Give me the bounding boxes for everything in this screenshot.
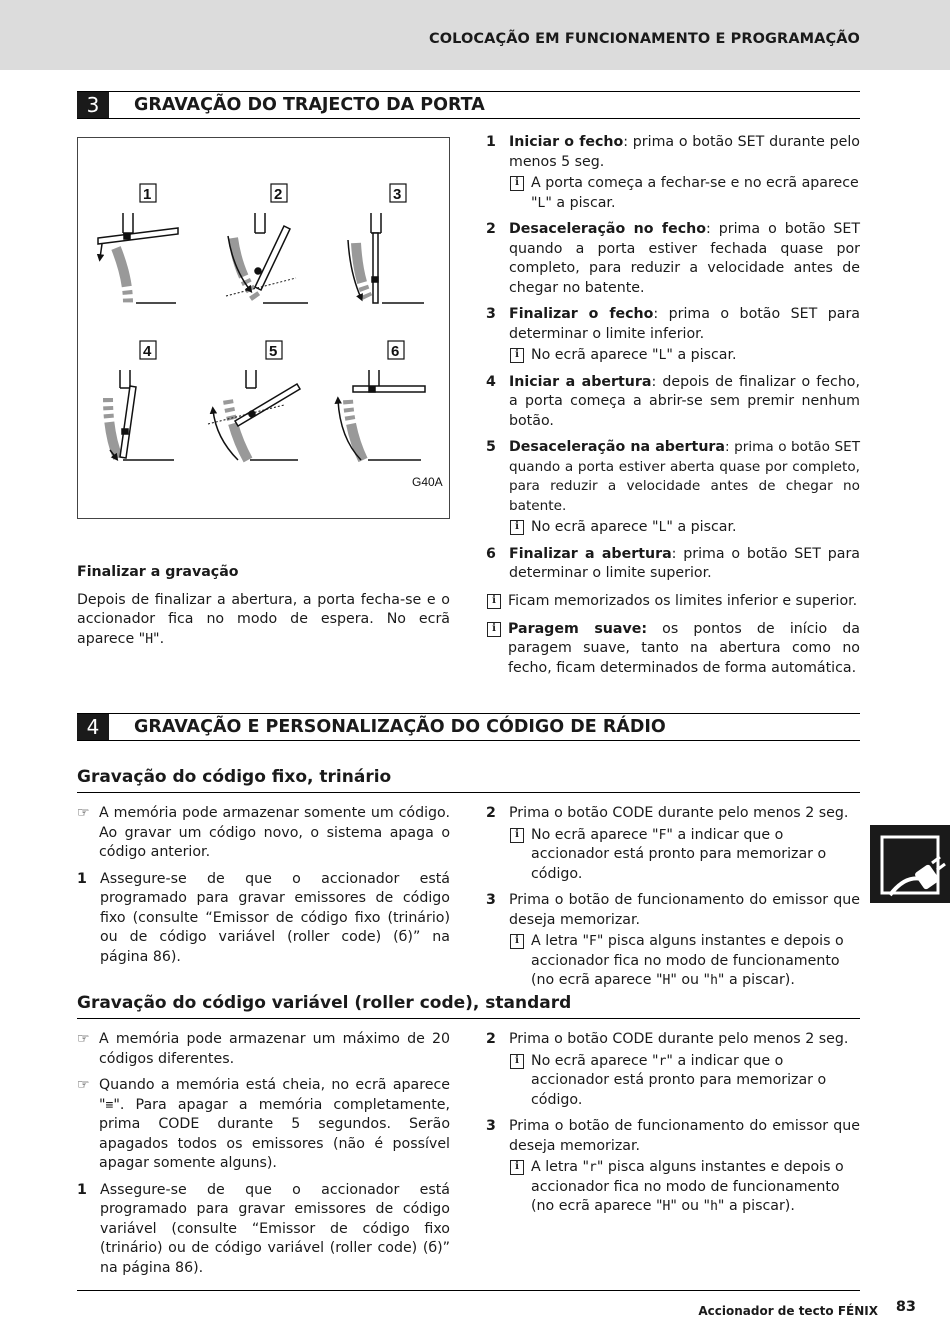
info-text: Ficam memorizados os limites inferior e superior. [508,593,858,609]
door-diagram [78,138,449,518]
section-title: GRAVAÇÃO DO TRAJECTO DA PORTA [134,95,485,115]
info-icon: i [510,1054,524,1069]
display-symbol: L [658,520,667,535]
finish-recording [77,563,450,649]
info-text: " a piscar). [717,1198,795,1214]
note-text: Quando a memória está cheia, no ecrã aparece " [99,1077,450,1113]
info-note [486,620,860,679]
info-note [509,518,860,538]
info-text: " a indicar que o accionador está pronto para memorizar o código. [531,826,827,882]
info-text: " pisca alguns instantes e depois o accionador fica no modo de funcionamento (no ecrã aparece " [531,1159,844,1214]
step-lead: Finalizar o fecho [509,306,654,322]
step-item [486,1117,860,1217]
step-text: Prima o botão CODE durante pelo menos 2 seg. [509,805,849,821]
roller-code-left [77,1030,450,1285]
pointing-hand-icon: ☞ [77,805,90,821]
display-symbol: L [537,195,546,211]
step-number: 6 [486,545,496,562]
info-text: A letra " [531,1159,590,1175]
roller-code-heading: Gravação do código variável (roller code), standard [77,990,860,1019]
info-text: " a piscar. [666,347,737,363]
fixed-code-left [77,804,450,974]
step-text: Assegure-se de que o accionador está programado para gravar emissores de código variável (consulte “Emissor de código fixo (trinário) ou de código variável (roller code) (б)” na página 86). [100,1181,450,1276]
figure-label-5: 5 [269,343,278,360]
step-lead: Iniciar o fecho [509,134,624,150]
finish-text [77,591,450,650]
info-lead: Paragem suave: [508,620,647,637]
info-note [509,1158,860,1217]
info-icon: i [510,934,524,949]
info-icon: i [487,594,501,609]
info-text: " a piscar. [666,519,737,535]
step-number: 4 [486,373,496,390]
fixed-code-heading: Gravação do código fixo, trinário [77,764,860,793]
info-note [509,932,860,991]
section-title: GRAVAÇÃO E PERSONALIZAÇÃO DO CÓDIGO DE RÁDIO [134,717,666,737]
figure-label-4: 4 [143,343,152,360]
plug-icon [870,825,950,903]
step-number: 3 [486,306,496,322]
info-text: " pisca alguns instantes e depois o accionador fica no modo de funcionamento (no ecrã aparece " [531,933,844,988]
step-number: 2 [486,805,496,821]
info-text: No ecrã aparece " [531,519,659,535]
door-path-figure [77,137,450,519]
step-text: Prima o botão de funcionamento do emissor que deseja memorizar. [509,892,860,928]
step-number: 2 [486,221,496,237]
note-item [77,1030,450,1069]
step-item [77,1181,450,1279]
section-number: 3 [77,92,109,118]
section-number: 4 [77,714,109,740]
step-text: : prima o botão SET quando a porta estiver fechada quase por completo, para reduzir a velocidade antes de chegar no batente. [509,221,861,296]
step-lead: Desaceleração na abertura [509,439,725,455]
step-lead: Finalizar a abertura [509,545,672,562]
step-number: 1 [77,1181,87,1198]
page-header [0,0,950,70]
info-text: " a indicar que o accionador está pronto para memorizar o código. [531,1052,827,1108]
step-number: 1 [77,870,87,887]
info-text: " a piscar). [717,972,795,988]
finish-title: Finalizar a gravação [77,564,239,580]
display-symbol: h [710,973,718,988]
display-symbol: ≡ [105,1097,114,1113]
step-text: : prima o botão SET durante pelo menos 5 seg. [509,134,860,170]
figure-label-6: 6 [391,343,400,360]
display-symbol: H [145,631,154,647]
note-text: A memória pode armazenar somente um código. Ao gravar um código novo, o sistema apaga o código anterior. [99,805,450,860]
info-note [509,346,860,366]
step-item [486,438,860,538]
step-text: Assegure-se de que o accionador está programado para gravar emissores de código fixo (consulte “Emissor de código fixo (trinário) ou de código variável (roller code) (б)” na página 86). [100,870,450,965]
section-3-steps [486,133,860,591]
step-item [486,220,860,298]
display-symbol: H [662,973,671,988]
step-text: Prima o botão de funcionamento do emissor que deseja memorizar. [509,1118,860,1154]
header-title: COLOCAÇÃO EM FUNCIONAMENTO E PROGRAMAÇÃO [429,31,860,47]
info-icon: i [510,828,524,843]
roller-code-right [486,1030,860,1224]
step-item [486,804,860,884]
info-text: " ou " [670,972,711,988]
step-text: : depois de finalizar o fecho, a porta começa a abrir-se sem premir nenhum botão. [509,373,861,429]
info-text: A letra " [531,933,590,949]
fixed-code-right [486,804,860,998]
step-lead: Iniciar a abertura [509,373,652,390]
step-lead: Desaceleração no fecho [509,221,706,237]
info-note [486,592,860,612]
info-text: A porta começa a fechar-se e no ecrã aparece " [531,175,859,211]
info-note [509,174,860,213]
chapter-tab [870,825,950,903]
section-3-heading [77,91,860,119]
section-3-info [486,590,860,678]
footer-product: Accionador de tecto FÉNIX [698,1304,878,1318]
step-text: : prima o botão SET para determinar o limite superior. [509,545,860,581]
info-text: No ecrã aparece " [531,826,659,843]
display-symbol: H [662,1199,671,1214]
pointing-hand-icon: ☞ [77,1031,90,1047]
footer-rule [77,1290,860,1291]
figure-label-2: 2 [274,186,283,203]
figure-code: G40A [412,475,443,489]
step-number: 3 [486,1118,496,1134]
pointing-hand-icon: ☞ [77,1077,90,1093]
info-note [509,826,860,885]
info-icon: i [510,176,524,191]
finish-text-part: ". [153,630,165,647]
display-symbol: r [589,1160,597,1175]
step-number: 2 [486,1031,496,1047]
step-item [486,891,860,991]
info-icon: i [510,520,524,535]
step-item [486,1030,860,1110]
step-item [486,305,860,366]
info-icon: i [510,1160,524,1175]
page-number: 83 [895,1299,916,1315]
step-number: 3 [486,892,496,908]
note-item [77,1076,450,1174]
display-symbol: L [658,348,667,363]
finish-text-part: Depois de finalizar a abertura, a porta fecha-se e o accionador fica no modo de espera. No ecrã aparece " [77,591,450,647]
info-text: " a piscar. [545,194,616,211]
info-text: No ecrã aparece " [531,1052,659,1069]
display-symbol: F [658,827,667,843]
step-item [486,373,860,432]
note-text: ". Para apagar a memória completamente, prima CODE durante 5 segundos. Serão apagados todos os emissores (não é possível apagar somente alguns). [99,1096,450,1171]
step-item [486,545,860,584]
step-number: 5 [486,439,496,455]
step-item [77,870,450,968]
info-icon: i [487,622,501,637]
step-text: : prima o botão SET quando a porta estiver aberta quase por completo, para reduzir a velocidade antes de chegar no batente. [509,439,860,514]
display-symbol: F [589,934,597,949]
info-icon: i [510,348,524,363]
info-note [509,1052,860,1111]
note-text: A memória pode armazenar um máximo de 20 códigos diferentes. [99,1031,450,1067]
display-symbol: h [710,1199,718,1214]
step-number: 1 [486,134,496,150]
step-item [486,133,860,213]
step-text: Prima o botão CODE durante pelo menos 2 seg. [509,1031,849,1047]
display-symbol: r [658,1053,667,1069]
step-text: : prima o botão SET para determinar o limite inferior. [509,306,860,342]
figure-label-1: 1 [143,186,152,203]
info-text: os pontos de início da paragem suave, tanto na abertura como no fecho, ficam determinados de forma automática. [508,620,860,676]
note-item [77,804,450,863]
info-text: " ou " [670,1198,711,1214]
info-text: No ecrã aparece " [531,347,659,363]
section-4-heading [77,713,860,741]
figure-label-3: 3 [393,186,402,203]
